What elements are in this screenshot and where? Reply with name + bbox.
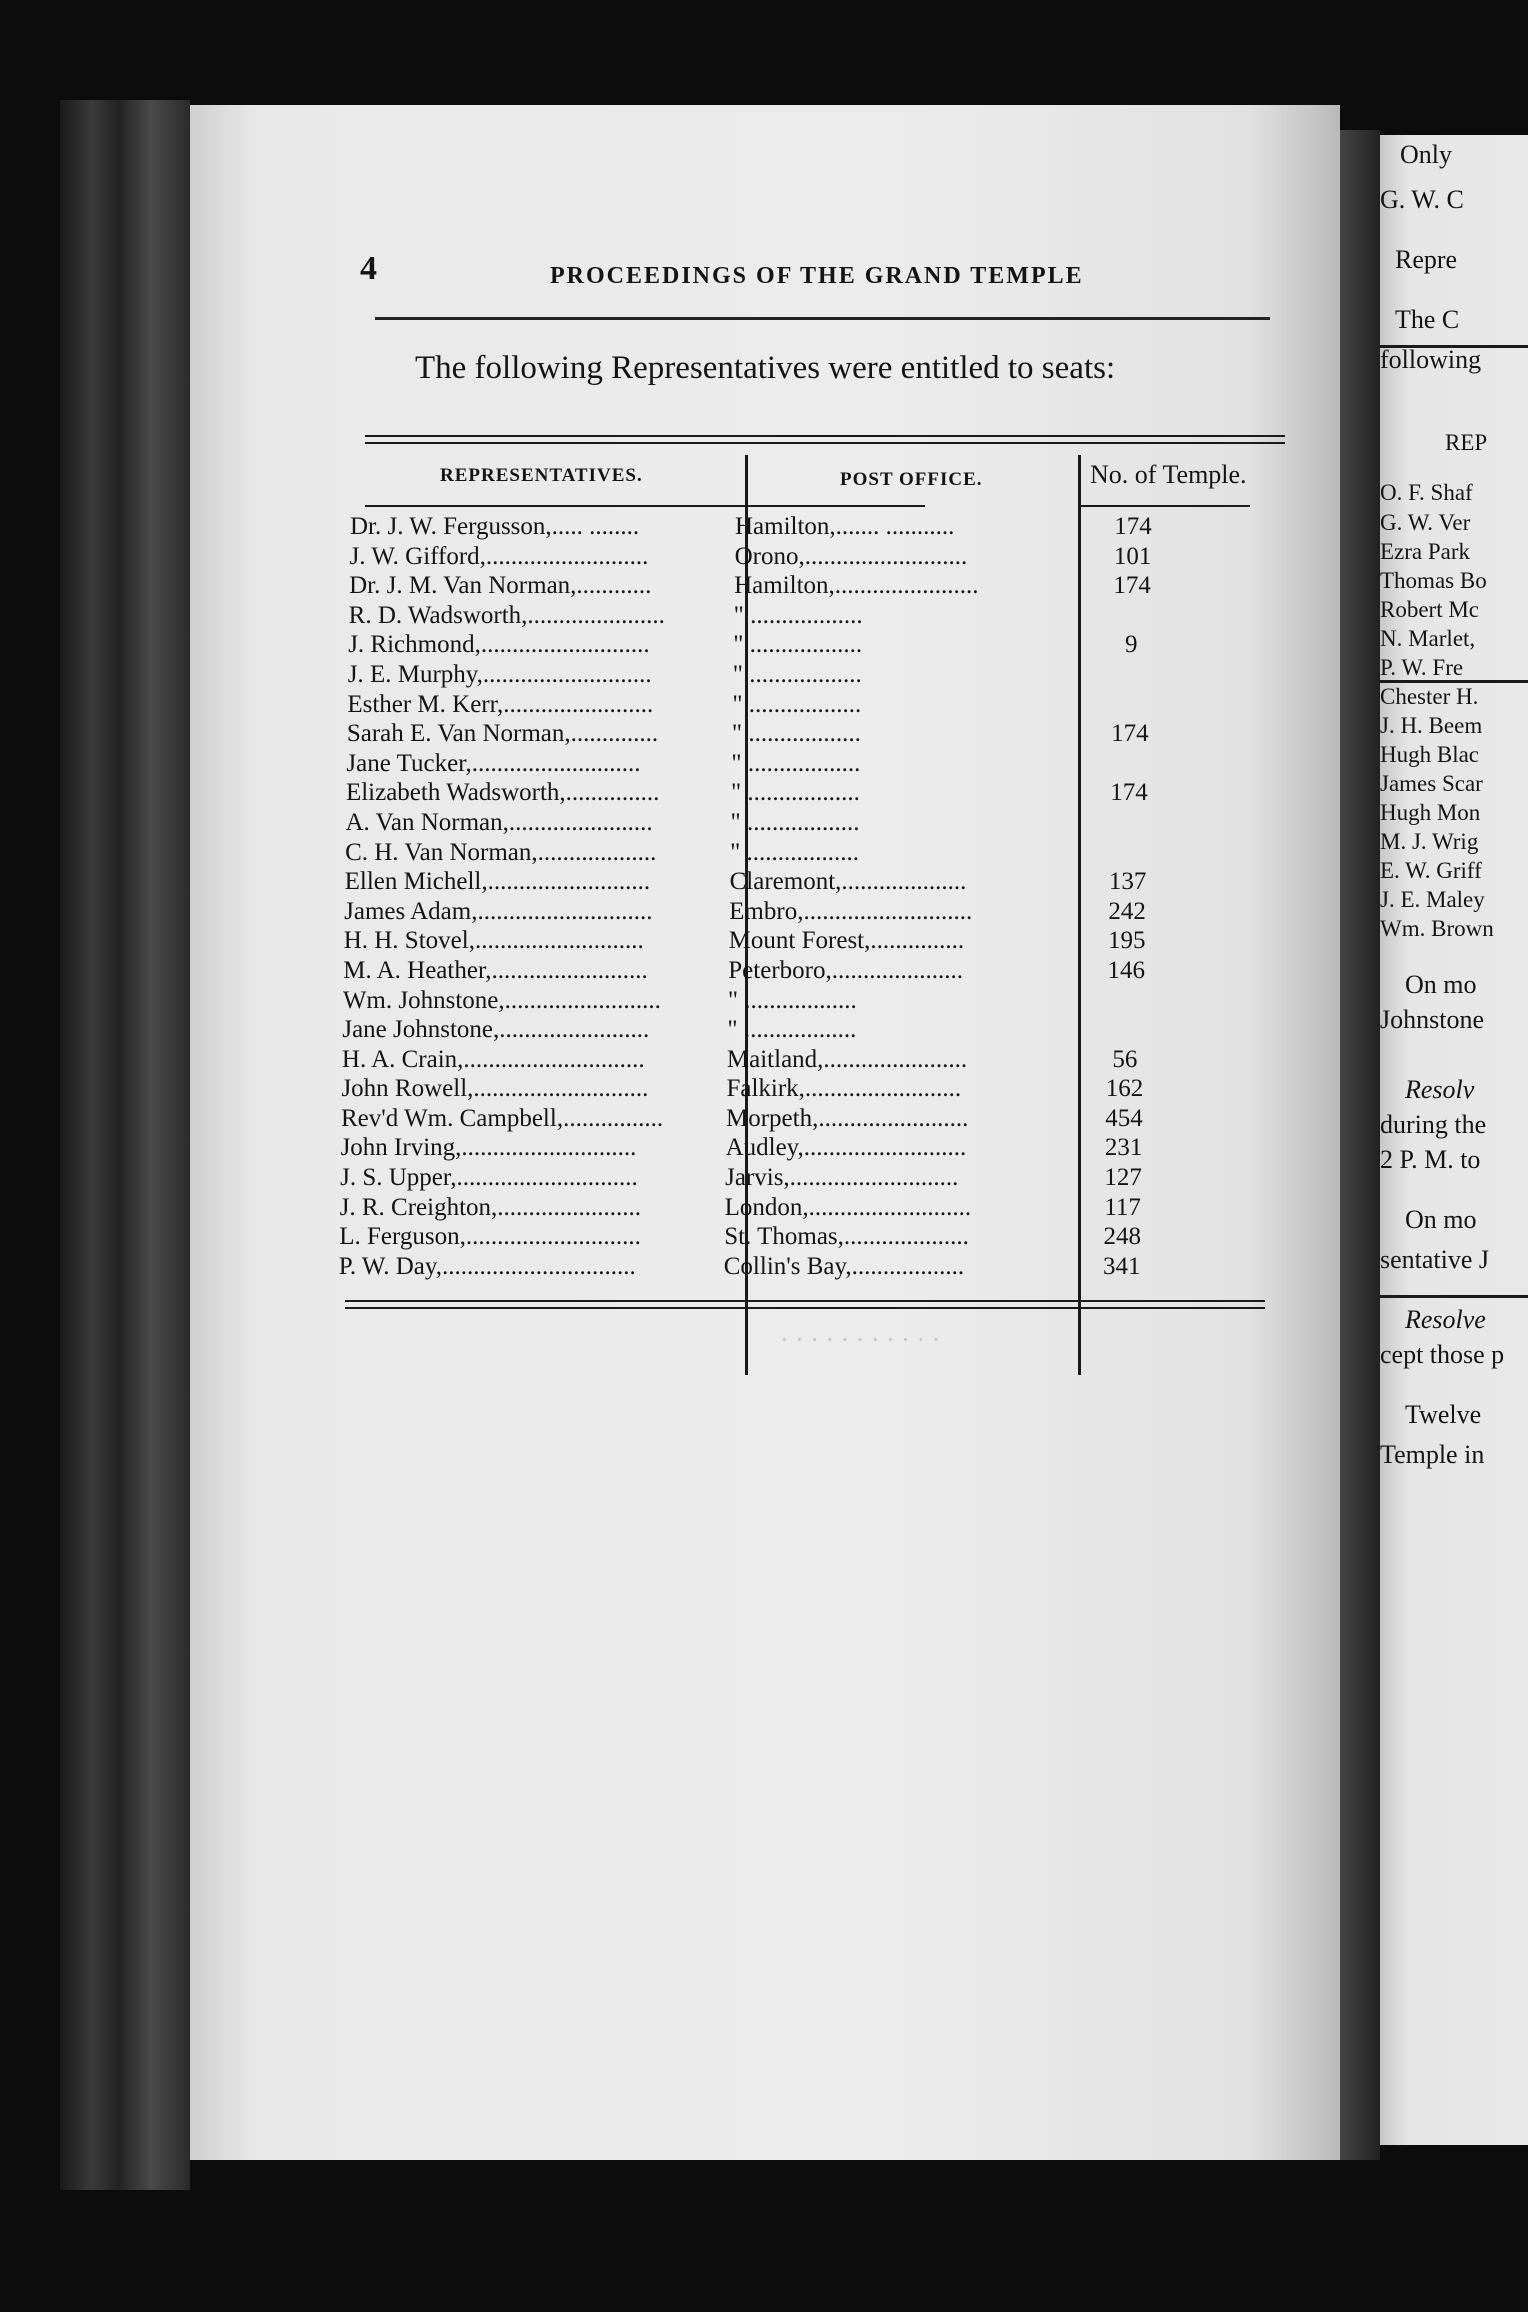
table-top-rule: [365, 435, 1285, 437]
table-row: [346, 749, 1266, 779]
post-office: Mount Forest,...............: [728, 927, 965, 955]
table-row: [350, 542, 1270, 572]
right-table-bottom-rule: [1380, 1295, 1528, 1298]
right-page-line: Hugh Mon: [1380, 800, 1481, 825]
representative-name: John Rowell,............................: [341, 1075, 649, 1103]
temple-number: 117: [1104, 1193, 1141, 1221]
right-page-line: N. Marlet,: [1380, 626, 1476, 651]
right-page-line: Repre: [1395, 245, 1458, 274]
table-row: [346, 778, 1266, 808]
table-row: [344, 926, 1264, 956]
post-office: London,..........................: [724, 1193, 972, 1221]
page-number: 4: [360, 250, 377, 287]
right-page-line: P. W. Fre: [1380, 655, 1464, 680]
right-page-line: REP: [1445, 430, 1488, 455]
post-office: " ..................: [733, 601, 863, 629]
right-page-line: following: [1380, 345, 1482, 374]
header-rule: [375, 317, 1270, 320]
temple-number: 137: [1108, 868, 1147, 896]
representative-name: Esther M. Kerr,........................: [347, 690, 654, 718]
table-bottom-rule: [345, 1300, 1265, 1302]
table-row: [341, 1133, 1261, 1163]
post-office: St. Thomas,....................: [724, 1223, 969, 1251]
right-page-line: Twelve: [1405, 1400, 1482, 1429]
right-page-line: G. W. Ver: [1380, 510, 1471, 535]
right-page-line: Only: [1400, 140, 1452, 169]
post-office: Jarvis,...........................: [725, 1164, 959, 1192]
temple-number: 174: [1114, 513, 1152, 540]
running-head: PROCEEDINGS OF THE GRAND TEMPLE: [550, 263, 1084, 289]
table-row: [339, 1252, 1259, 1282]
right-page-line: Johnstone: [1380, 1005, 1484, 1034]
right-page-line: James Scar: [1380, 771, 1483, 796]
right-page-line: Hugh Blac: [1380, 742, 1480, 767]
right-page-line: E. W. Griff: [1380, 858, 1482, 883]
post-office: Embro,...........................: [729, 897, 973, 925]
temple-number: 146: [1107, 956, 1145, 984]
table-row: [349, 571, 1269, 601]
representative-name: John Irving,............................: [340, 1134, 637, 1162]
representative-name: James Adam,............................: [344, 897, 653, 925]
right-page-line: Robert Mc: [1380, 597, 1480, 622]
book-spine: [60, 100, 190, 2190]
temple-number: 195: [1107, 927, 1146, 955]
intro-text: The following Representatives were entitled to seats:: [415, 350, 1116, 386]
representative-name: Elizabeth Wadsworth,...............: [345, 779, 660, 807]
temple-number: 127: [1104, 1164, 1142, 1192]
post-office: " ..................: [732, 690, 862, 718]
right-page-line: J. H. Beem: [1380, 713, 1483, 738]
post-office: Collin's Bay,..................: [723, 1252, 965, 1280]
representative-name: J. W. Gifford,..........................: [349, 542, 649, 570]
temple-number: 341: [1103, 1252, 1141, 1280]
representative-name: J. Richmond,...........................: [348, 631, 650, 659]
right-page-line: Thomas Bo: [1380, 568, 1487, 593]
right-page-line: On mo: [1405, 1205, 1477, 1234]
table-row: [342, 1015, 1262, 1045]
right-page-line: J. E. Maley: [1380, 887, 1485, 912]
table-row: [345, 867, 1265, 897]
table-row: [343, 956, 1263, 986]
table-row: [339, 1222, 1259, 1252]
right-page-line: Chester H.: [1380, 684, 1479, 709]
representative-name: M. A. Heather,.........................: [343, 956, 648, 984]
representative-name: Ellen Michell,..........................: [344, 868, 651, 896]
post-office: " ..................: [730, 808, 860, 836]
table-bottom-rule-2: [345, 1307, 1265, 1309]
right-page-line: M. J. Wrig: [1380, 829, 1479, 854]
temple-number: 9: [1124, 631, 1138, 659]
temple-number: 174: [1111, 720, 1149, 748]
table-row: [343, 986, 1263, 1016]
right-page-line: Ezra Park: [1380, 539, 1471, 564]
table-row: [347, 690, 1267, 720]
temple-number: 231: [1104, 1134, 1143, 1162]
representative-name: J. E. Murphy,...........................: [347, 660, 652, 688]
temple-number: 248: [1103, 1223, 1141, 1251]
table-top-rule-2: [365, 442, 1285, 444]
post-office: " ..................: [732, 660, 862, 688]
post-office: Falkirk,.........................: [726, 1075, 962, 1103]
representatives-table: [338, 512, 1270, 1281]
post-office: " ..................: [731, 720, 861, 748]
representative-name: Dr. J. W. Fergusson,..... ........: [350, 513, 640, 540]
right-page-line: The C: [1395, 305, 1460, 334]
representative-name: Dr. J. M. Van Norman,............: [349, 572, 652, 600]
right-page-line: Temple in: [1380, 1440, 1485, 1469]
table-row: [341, 1104, 1261, 1134]
post-office: Hamilton,.......................: [734, 572, 979, 600]
representative-name: A. Van Norman,.......................: [345, 808, 653, 836]
right-page-line: Resolv: [1405, 1075, 1475, 1104]
post-office: " ..................: [731, 749, 861, 777]
representative-name: Jane Johnstone,........................: [342, 1016, 650, 1044]
representative-name: C. H. Van Norman,...................: [345, 838, 657, 866]
page-gutter: [1340, 130, 1380, 2160]
header-post-office: POST OFFICE.: [840, 469, 983, 490]
table-row: [344, 897, 1264, 927]
table-row: [348, 660, 1268, 690]
header-under-rule-2: [1080, 505, 1250, 507]
right-page-line: Wm. Brown: [1380, 916, 1494, 941]
table-row: [348, 630, 1268, 660]
representative-name: P. W. Day,...............................: [338, 1252, 636, 1280]
representative-name: Wm. Johnstone,.........................: [342, 986, 661, 1014]
representative-name: Sarah E. Van Norman,..............: [346, 720, 659, 748]
post-office: Audley,..........................: [725, 1134, 967, 1162]
right-page-line: 2 P. M. to: [1380, 1145, 1481, 1174]
post-office: " ..................: [730, 779, 860, 807]
post-office: " ..................: [727, 986, 857, 1014]
representative-name: H. H. Stovel,...........................: [343, 927, 644, 955]
temple-number: 174: [1113, 572, 1151, 600]
temple-number: 56: [1112, 1045, 1138, 1073]
left-page: [190, 105, 1340, 2160]
post-office: Peterboro,.....................: [728, 956, 963, 984]
temple-number: 242: [1108, 897, 1146, 925]
representative-name: Rev'd Wm. Campbell,................: [341, 1104, 664, 1132]
post-office: " ..................: [730, 838, 860, 866]
table-row: [347, 719, 1267, 749]
table-row: [340, 1193, 1260, 1223]
header-temple-number: No. of Temple.: [1090, 460, 1247, 489]
table-row: [346, 808, 1266, 838]
representative-name: R. D. Wadsworth,......................: [348, 601, 665, 629]
right-page-line: during the: [1380, 1110, 1487, 1139]
temple-number: 101: [1113, 542, 1152, 570]
post-office: " ..................: [727, 1016, 857, 1044]
representative-name: J. S. Upper,.............................: [340, 1164, 638, 1192]
right-page-line: O. F. Shaf: [1380, 480, 1473, 505]
bleed-through-text: · · · · · · · · · · ·: [780, 1325, 941, 1354]
right-page-line: Resolve: [1405, 1305, 1486, 1334]
table-row: [345, 838, 1265, 868]
temple-number: 174: [1110, 779, 1148, 807]
table-row: [342, 1045, 1262, 1075]
post-office: Hamilton,....... ...........: [735, 513, 955, 540]
table-row: [341, 1074, 1261, 1104]
post-office: Morpeth,........................: [726, 1104, 969, 1132]
header-representatives: REPRESENTATIVES.: [440, 465, 643, 486]
post-office: Claremont,....................: [729, 868, 967, 896]
right-page-line: sentative J: [1380, 1245, 1490, 1274]
table-row: [340, 1163, 1260, 1193]
temple-number: 454: [1105, 1104, 1143, 1132]
temple-number: 162: [1105, 1075, 1144, 1103]
right-page-line: G. W. C: [1380, 185, 1464, 214]
post-office: Maitland,.......................: [726, 1045, 968, 1073]
right-page-line: cept those p: [1380, 1340, 1505, 1369]
post-office: Orono,..........................: [734, 542, 968, 570]
post-office: " ..................: [733, 631, 863, 659]
representative-name: J. R. Creighton,.......................: [339, 1193, 642, 1221]
table-row: [350, 512, 1270, 542]
table-row: [349, 601, 1269, 631]
header-under-rule: [365, 505, 925, 507]
representative-name: H. A. Crain,.............................: [341, 1045, 645, 1073]
right-page: [1380, 135, 1528, 2145]
representative-name: L. Ferguson,............................: [339, 1223, 641, 1251]
representative-name: Jane Tucker,...........................: [346, 749, 641, 777]
right-page-line: On mo: [1405, 970, 1477, 999]
